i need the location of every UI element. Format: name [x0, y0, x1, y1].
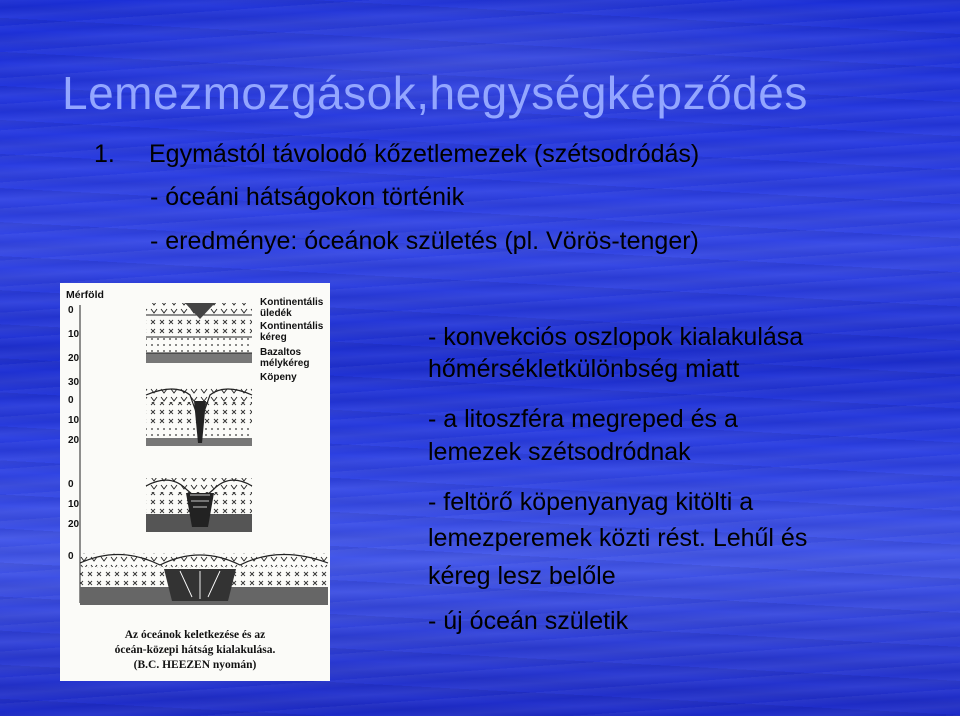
legend-item: mélykéreg: [260, 358, 310, 369]
tick-label: 0: [68, 479, 74, 490]
tick-label: 10: [68, 329, 80, 340]
tick-label: 10: [68, 499, 80, 510]
section-1: [146, 303, 252, 363]
body-line: - új óceán születik: [428, 607, 629, 635]
body-line: lemezek szétsodródnak: [428, 438, 691, 466]
body-line: - feltörő köpenyanyag kitölti a: [428, 488, 754, 516]
list-item-1: [94, 140, 699, 169]
tick-label: 20: [68, 435, 80, 446]
figure-caption: (B.C. HEEZEN nyomán): [133, 659, 257, 671]
rifting-cross-sections: [60, 283, 330, 681]
rifting-diagram: [60, 283, 330, 681]
axis-label: Mérföld: [66, 289, 104, 301]
legend-item: Kontinentális: [260, 297, 324, 308]
section-4: [80, 553, 328, 605]
legend-item: Bazaltos: [260, 347, 302, 358]
sub-point-result: - eredménye: óceánok születés (pl. Vörös-tenger): [150, 227, 699, 255]
legend-item: üledék: [260, 308, 292, 319]
legend-item: Kontinentális: [260, 321, 324, 332]
tick-label: 30: [68, 377, 80, 388]
sub-point-ridges: - óceáni hátságokon történik: [150, 183, 465, 211]
section-2: [146, 388, 252, 446]
tick-label: 20: [68, 519, 80, 530]
tick-label: 0: [68, 395, 74, 406]
section-3: [146, 478, 252, 532]
slide-title: Lemezmozgások,hegységképződés: [62, 67, 808, 119]
body-line: - konvekciós oszlopok kialakulása: [428, 323, 804, 351]
list-item-text: Egymástól távolodó kőzetlemezek (szétsodródás): [149, 140, 700, 168]
tick-label: 10: [68, 415, 80, 426]
body-line: hőmérsékletkülönbség miatt: [428, 355, 740, 383]
tick-label: 0: [68, 551, 74, 562]
tick-label: 20: [68, 353, 80, 364]
tick-label: 0: [68, 305, 74, 316]
figure-caption: óceán-közepi hátság kialakulása.: [114, 644, 276, 656]
body-line: lemezperemek közti rést. Lehűl és: [428, 524, 808, 552]
list-item-number: 1.: [94, 140, 115, 168]
body-line: - a litoszféra megreped és a: [428, 405, 738, 433]
body-line: kéreg lesz belőle: [428, 562, 616, 590]
legend-item: kéreg: [260, 332, 287, 343]
figure-caption: Az óceánok keletkezése és az: [124, 629, 266, 641]
legend-item: Köpeny: [260, 372, 297, 383]
